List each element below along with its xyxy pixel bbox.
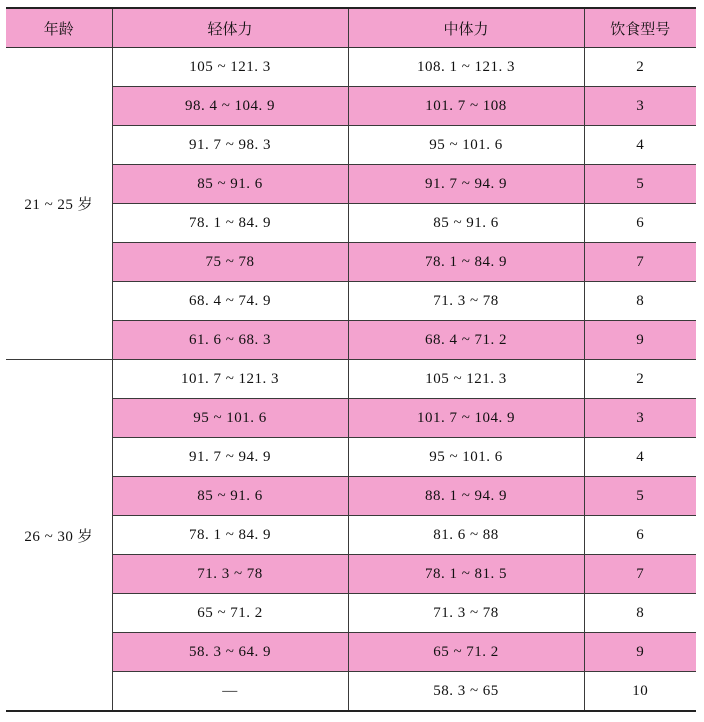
diet-type-cell: 2: [584, 360, 696, 399]
medium-activity-cell: 95 ~ 101. 6: [348, 126, 584, 165]
medium-activity-cell: 95 ~ 101. 6: [348, 438, 584, 477]
diet-type-cell: 9: [584, 321, 696, 360]
table-row: [6, 48, 696, 87]
medium-activity-cell: 81. 6 ~ 88: [348, 516, 584, 555]
diet-type-cell: 9: [584, 633, 696, 672]
diet-type-cell: 5: [584, 477, 696, 516]
diet-type-cell: 8: [584, 282, 696, 321]
light-activity-cell: 95 ~ 101. 6: [112, 399, 348, 438]
diet-type-cell: 10: [584, 672, 696, 712]
medium-activity-cell: 71. 3 ~ 78: [348, 282, 584, 321]
light-activity-cell: 98. 4 ~ 104. 9: [112, 87, 348, 126]
diet-type-cell: 8: [584, 594, 696, 633]
medium-activity-cell: 101. 7 ~ 104. 9: [348, 399, 584, 438]
header-row: [6, 8, 696, 48]
diet-type-cell: 4: [584, 438, 696, 477]
table-header: [6, 8, 696, 48]
diet-type-cell: 3: [584, 87, 696, 126]
medium-activity-cell: 68. 4 ~ 71. 2: [348, 321, 584, 360]
medium-activity-cell: 85 ~ 91. 6: [348, 204, 584, 243]
header-medium-activity: 中体力: [348, 8, 584, 48]
table-row: [6, 360, 696, 399]
light-activity-cell: 71. 3 ~ 78: [112, 555, 348, 594]
age-group-cell: 26 ~ 30 岁: [6, 360, 112, 712]
header-age: 年龄: [6, 8, 112, 48]
medium-activity-cell: 65 ~ 71. 2: [348, 633, 584, 672]
medium-activity-cell: 78. 1 ~ 81. 5: [348, 555, 584, 594]
light-activity-cell: 101. 7 ~ 121. 3: [112, 360, 348, 399]
light-activity-cell: 65 ~ 71. 2: [112, 594, 348, 633]
light-activity-cell: 78. 1 ~ 84. 9: [112, 516, 348, 555]
medium-activity-cell: 105 ~ 121. 3: [348, 360, 584, 399]
light-activity-cell: 68. 4 ~ 74. 9: [112, 282, 348, 321]
light-activity-cell: 85 ~ 91. 6: [112, 165, 348, 204]
header-light-activity: 轻体力: [112, 8, 348, 48]
header-diet-type: 饮食型号: [584, 8, 696, 48]
light-activity-cell: 91. 7 ~ 94. 9: [112, 438, 348, 477]
light-activity-cell: 78. 1 ~ 84. 9: [112, 204, 348, 243]
light-activity-cell: —: [112, 672, 348, 712]
diet-type-cell: 6: [584, 204, 696, 243]
medium-activity-cell: 71. 3 ~ 78: [348, 594, 584, 633]
diet-type-cell: 7: [584, 243, 696, 282]
light-activity-cell: 91. 7 ~ 98. 3: [112, 126, 348, 165]
diet-type-cell: 7: [584, 555, 696, 594]
diet-type-table: [6, 7, 696, 712]
diet-type-cell: 5: [584, 165, 696, 204]
medium-activity-cell: 108. 1 ~ 121. 3: [348, 48, 584, 87]
table-body: [6, 48, 696, 712]
light-activity-cell: 105 ~ 121. 3: [112, 48, 348, 87]
medium-activity-cell: 58. 3 ~ 65: [348, 672, 584, 712]
diet-type-cell: 6: [584, 516, 696, 555]
light-activity-cell: 58. 3 ~ 64. 9: [112, 633, 348, 672]
medium-activity-cell: 88. 1 ~ 94. 9: [348, 477, 584, 516]
diet-type-cell: 3: [584, 399, 696, 438]
light-activity-cell: 75 ~ 78: [112, 243, 348, 282]
age-group-cell: 21 ~ 25 岁: [6, 48, 112, 360]
medium-activity-cell: 78. 1 ~ 84. 9: [348, 243, 584, 282]
medium-activity-cell: 101. 7 ~ 108: [348, 87, 584, 126]
light-activity-cell: 85 ~ 91. 6: [112, 477, 348, 516]
diet-type-cell: 4: [584, 126, 696, 165]
medium-activity-cell: 91. 7 ~ 94. 9: [348, 165, 584, 204]
light-activity-cell: 61. 6 ~ 68. 3: [112, 321, 348, 360]
diet-type-cell: 2: [584, 48, 696, 87]
